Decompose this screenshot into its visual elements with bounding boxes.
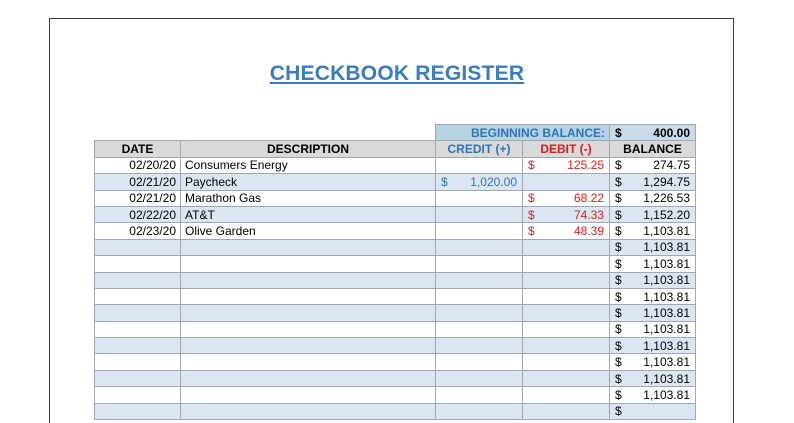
table-row bbox=[95, 223, 696, 239]
balance-cell[interactable] bbox=[610, 206, 696, 222]
balance-cell[interactable] bbox=[610, 370, 696, 386]
credit-cell[interactable] bbox=[436, 157, 523, 173]
balance-amount: 1,152.20 bbox=[643, 207, 690, 222]
balance-cell[interactable] bbox=[610, 239, 696, 255]
currency-symbol: $ bbox=[615, 387, 622, 402]
table-row bbox=[95, 190, 696, 206]
beginning-balance-row bbox=[95, 125, 696, 141]
date-cell[interactable] bbox=[95, 256, 181, 272]
debit-amount: 74.33 bbox=[573, 207, 604, 222]
balance-cell[interactable] bbox=[610, 354, 696, 370]
date-cell[interactable] bbox=[95, 272, 181, 288]
currency-symbol: $ bbox=[441, 174, 448, 189]
table-row bbox=[95, 288, 696, 304]
column-header-date: DATE bbox=[95, 141, 181, 157]
description-cell[interactable] bbox=[181, 239, 436, 255]
date-cell[interactable]: 02/22/20 bbox=[95, 206, 181, 222]
date-cell[interactable]: 02/20/20 bbox=[95, 157, 181, 173]
balance-cell[interactable] bbox=[610, 338, 696, 354]
balance-cell[interactable] bbox=[610, 223, 696, 239]
debit-cell[interactable] bbox=[523, 190, 610, 206]
table-row bbox=[95, 305, 696, 321]
credit-cell[interactable] bbox=[436, 354, 523, 370]
currency-symbol: $ bbox=[615, 355, 622, 370]
table-row bbox=[95, 174, 696, 190]
table-row bbox=[95, 256, 696, 272]
balance-cell[interactable] bbox=[610, 272, 696, 288]
description-cell[interactable] bbox=[181, 272, 436, 288]
page-title: CHECKBOOK REGISTER bbox=[269, 62, 525, 85]
credit-cell[interactable] bbox=[436, 387, 523, 403]
debit-cell[interactable] bbox=[523, 403, 610, 419]
currency-symbol: $ bbox=[615, 191, 622, 206]
currency-symbol: $ bbox=[615, 404, 622, 419]
description-cell[interactable]: Olive Garden bbox=[181, 223, 436, 239]
credit-cell[interactable] bbox=[436, 321, 523, 337]
balance-amount bbox=[690, 404, 691, 418]
balance-amount: 1,294.75 bbox=[643, 174, 690, 189]
description-cell[interactable] bbox=[181, 338, 436, 354]
description-cell[interactable]: Paycheck bbox=[181, 174, 436, 190]
description-cell[interactable] bbox=[181, 403, 436, 419]
balance-cell[interactable] bbox=[610, 288, 696, 304]
balance-amount: 1,103.81 bbox=[643, 371, 690, 386]
credit-amount: 1,020.00 bbox=[470, 174, 517, 189]
balance-amount: 1,226.53 bbox=[643, 191, 690, 206]
credit-cell[interactable] bbox=[436, 403, 523, 419]
debit-cell[interactable] bbox=[523, 239, 610, 255]
currency-symbol: $ bbox=[615, 256, 622, 271]
balance-amount: 1,103.81 bbox=[643, 256, 690, 271]
description-cell[interactable] bbox=[181, 305, 436, 321]
beginning-balance-amount: 400.00 bbox=[653, 125, 690, 140]
currency-symbol: $ bbox=[615, 338, 622, 353]
column-header-debit: DEBIT (-) bbox=[523, 141, 610, 157]
debit-cell[interactable] bbox=[523, 338, 610, 354]
date-cell[interactable] bbox=[95, 354, 181, 370]
column-header-balance: BALANCE bbox=[610, 141, 696, 157]
register-table bbox=[94, 124, 696, 420]
table-row bbox=[95, 387, 696, 403]
balance-amount: 1,103.81 bbox=[643, 240, 690, 255]
currency-symbol: $ bbox=[528, 207, 535, 222]
debit-cell[interactable] bbox=[523, 288, 610, 304]
currency-symbol: $ bbox=[615, 371, 622, 386]
balance-cell[interactable] bbox=[610, 403, 696, 419]
balance-amount: 1,103.81 bbox=[643, 322, 690, 337]
table-row bbox=[95, 321, 696, 337]
balance-amount: 1,103.81 bbox=[643, 305, 690, 320]
date-cell[interactable] bbox=[95, 288, 181, 304]
debit-cell[interactable] bbox=[523, 387, 610, 403]
table-row bbox=[95, 354, 696, 370]
date-cell[interactable] bbox=[95, 305, 181, 321]
date-cell[interactable] bbox=[95, 387, 181, 403]
date-cell[interactable] bbox=[95, 321, 181, 337]
currency-symbol: $ bbox=[615, 224, 622, 239]
table-row bbox=[95, 157, 696, 173]
balance-cell[interactable] bbox=[610, 387, 696, 403]
currency-symbol: $ bbox=[615, 305, 622, 320]
balance-amount: 1,103.81 bbox=[643, 355, 690, 370]
credit-cell[interactable] bbox=[436, 338, 523, 354]
debit-cell[interactable] bbox=[523, 206, 610, 222]
credit-cell[interactable] bbox=[436, 239, 523, 255]
credit-cell[interactable] bbox=[436, 206, 523, 222]
currency-symbol: $ bbox=[615, 207, 622, 222]
currency-symbol: $ bbox=[528, 158, 535, 173]
credit-cell[interactable] bbox=[436, 288, 523, 304]
description-cell[interactable] bbox=[181, 288, 436, 304]
description-cell[interactable]: Consumers Energy bbox=[181, 157, 436, 173]
currency-symbol: $ bbox=[615, 158, 622, 173]
description-cell[interactable] bbox=[181, 256, 436, 272]
debit-cell[interactable] bbox=[523, 174, 610, 190]
currency-symbol: $ bbox=[615, 289, 622, 304]
balance-amount: 1,103.81 bbox=[643, 224, 690, 239]
credit-cell[interactable] bbox=[436, 272, 523, 288]
debit-amount: 48.39 bbox=[573, 224, 604, 239]
credit-cell[interactable] bbox=[436, 190, 523, 206]
balance-cell[interactable] bbox=[610, 256, 696, 272]
debit-cell[interactable] bbox=[523, 370, 610, 386]
debit-cell[interactable] bbox=[523, 305, 610, 321]
currency-symbol: $ bbox=[615, 273, 622, 288]
debit-amount: 68.22 bbox=[573, 191, 604, 206]
debit-cell[interactable] bbox=[523, 223, 610, 239]
debit-cell[interactable] bbox=[523, 157, 610, 173]
date-cell[interactable]: 02/21/20 bbox=[95, 190, 181, 206]
table-row bbox=[95, 338, 696, 354]
date-cell[interactable] bbox=[95, 338, 181, 354]
credit-cell[interactable] bbox=[436, 370, 523, 386]
debit-cell[interactable] bbox=[523, 256, 610, 272]
balance-amount: 1,103.81 bbox=[643, 338, 690, 353]
table-row bbox=[95, 403, 696, 419]
description-cell[interactable] bbox=[181, 370, 436, 386]
debit-cell[interactable] bbox=[523, 354, 610, 370]
balance-cell[interactable] bbox=[610, 174, 696, 190]
credit-cell[interactable] bbox=[436, 174, 523, 190]
date-cell[interactable]: 02/23/20 bbox=[95, 223, 181, 239]
description-cell[interactable] bbox=[181, 387, 436, 403]
table-row bbox=[95, 206, 696, 222]
column-header-credit: CREDIT (+) bbox=[436, 141, 523, 157]
balance-amount: 1,103.81 bbox=[643, 387, 690, 402]
date-cell[interactable]: 02/21/20 bbox=[95, 174, 181, 190]
page-border-top bbox=[49, 18, 734, 19]
description-cell[interactable] bbox=[181, 354, 436, 370]
balance-cell[interactable] bbox=[610, 190, 696, 206]
description-cell[interactable] bbox=[181, 321, 436, 337]
date-cell[interactable] bbox=[95, 370, 181, 386]
description-cell[interactable]: AT&T bbox=[181, 206, 436, 222]
currency-symbol: $ bbox=[528, 224, 535, 239]
debit-cell[interactable] bbox=[523, 321, 610, 337]
balance-amount: 274.75 bbox=[653, 158, 690, 173]
currency-symbol: $ bbox=[528, 191, 535, 206]
table-row bbox=[95, 272, 696, 288]
balance-amount: 1,103.81 bbox=[643, 289, 690, 304]
currency-symbol: $ bbox=[615, 322, 622, 337]
debit-amount: 125.25 bbox=[567, 158, 604, 173]
credit-cell[interactable] bbox=[436, 305, 523, 321]
date-cell[interactable] bbox=[95, 403, 181, 419]
balance-amount: 1,103.81 bbox=[643, 273, 690, 288]
description-cell[interactable]: Marathon Gas bbox=[181, 190, 436, 206]
balance-cell[interactable] bbox=[610, 321, 696, 337]
balance-cell[interactable] bbox=[610, 305, 696, 321]
currency-symbol: $ bbox=[615, 240, 622, 255]
debit-cell[interactable] bbox=[523, 272, 610, 288]
beginning-balance-label: BEGINNING BALANCE: bbox=[436, 125, 610, 141]
currency-symbol: $ bbox=[615, 125, 622, 140]
credit-cell[interactable] bbox=[436, 223, 523, 239]
balance-cell[interactable] bbox=[610, 157, 696, 173]
table-row bbox=[95, 370, 696, 386]
beginning-balance-value[interactable] bbox=[610, 125, 696, 141]
credit-cell[interactable] bbox=[436, 256, 523, 272]
column-header-description: DESCRIPTION bbox=[181, 141, 436, 157]
table-row bbox=[95, 239, 696, 255]
header-row bbox=[95, 141, 696, 157]
currency-symbol: $ bbox=[615, 174, 622, 189]
date-cell[interactable] bbox=[95, 239, 181, 255]
